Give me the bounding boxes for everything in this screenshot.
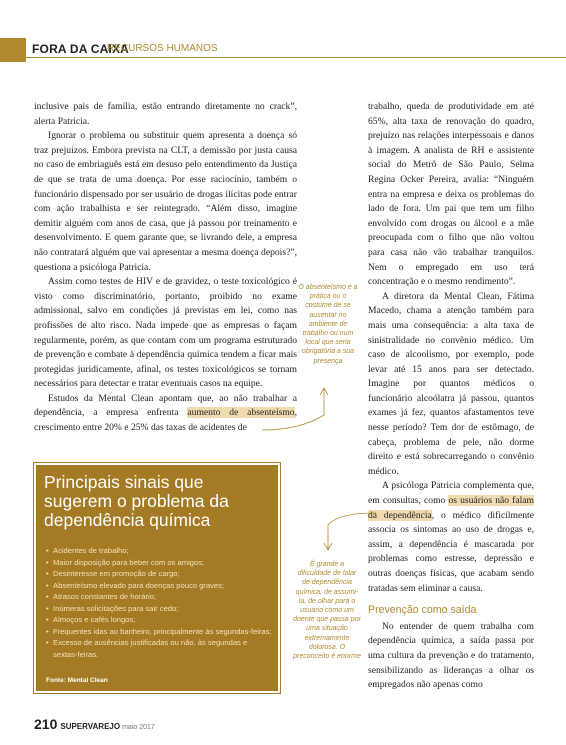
list-item: • Desinteresse em promoção de cargo; xyxy=(46,568,272,580)
body-paragraph xyxy=(368,479,534,596)
body-paragraph: A diretora da Mental Clean, Fátima Macedo, chama a atenção também para mais uma consequência: a alta taxa de sinistralidade no convênio médico. Um caso de alcoolismo, por exemplo, pode levar até 15 anos para ser detectado. Imagine por quantos médicos o funcionário alcoólatra já passou, quantos exames já fez, quantos afastamentos teve nesse período? Tem dor de estômago, de cabeça, problema de pele, não dorme direito e está sobrecarregando o convênio médico. xyxy=(368,290,534,477)
pull-quote-prejudice: É grande a dificuldade de falar de dependência química, de assumi-la, de olhar para o usuário como um doente que passa por uma situação extremamente dolorosa. O preconceito é enorme xyxy=(293,561,361,661)
body-paragraph: No entender de quem trabalha com dependência química, a saída passa por uma cultura da prevenção e do tratamento, sensibilizando as lideranças a olhar os empregados não apenas como xyxy=(368,620,534,691)
header-rule xyxy=(26,57,566,58)
list-item: • Absenteísmo elevado para doenças pouco graves; xyxy=(46,580,272,592)
subsection-title: RECURSOS HUMANOS xyxy=(107,43,218,54)
list-item: • Almoços e cafés longos; xyxy=(46,614,272,626)
subheading: Prevenção como saída xyxy=(368,604,477,617)
text-run: Estudos da Mental Clean apontam que, ao não trabalhar a dependência, a empresa enfrenta xyxy=(34,392,297,419)
list-item: • Acidentes de trabalho; xyxy=(46,545,272,557)
list-item: • Maior disposição para beber com os amigos; xyxy=(46,557,272,569)
text-run: , crescimento entre 20% e 25% das taxas de acidentes de xyxy=(34,407,298,434)
text-run: A psicóloga Patricia complementa que, em consultas, como xyxy=(368,480,534,507)
source-credit: Fonte: Mental Clean xyxy=(46,677,108,684)
text-run: , o médico dificilmente associa os sintomas ao uso de drogas e, assim, a dependência é mascarada por problemas como estresse, depressão e outras doenças físicas, que acabam sendo tratadas sem eliminar a causa. xyxy=(368,509,534,594)
pull-quote-absenteeism: O absenteísmo é a prática ou o costume de se ausentar no ambiente de trabalho ou num local que seria obrigatória a sua presença xyxy=(298,284,358,365)
page-footer xyxy=(34,716,155,734)
body-paragraph xyxy=(34,392,297,436)
body-paragraph: inclusive pais de família, estão entrando diretamente no crack”, alerta Patricia. xyxy=(34,101,297,127)
body-paragraph: Assim como testes de HIV e de gravidez, o teste toxicológico é visto como discriminatório, portanto, proibido no exame admissional, salvo em condições já previstas em lei, como nas profissões de alto risco. Nada impede que as empresas o façam regularmente, porém, as que contam com um programa estruturado de prevenção e combate à dependência química tendem a ficar mais protegidas juridicamente, afinal, os testes toxicológicos se tornam necessários para detectar e tratar eventuais casos na equipe. xyxy=(34,276,297,390)
left-column xyxy=(34,100,297,436)
page-number: 210 xyxy=(34,716,58,732)
highlighted-phrase: aumento de absenteísmo xyxy=(187,407,295,419)
list-item: • Excesso de ausências justificadas ou não, às segundas e sextas-feiras. xyxy=(46,637,272,660)
list-item: • Frequentes idas ao banheiro, principalmente às segundas-feiras; xyxy=(46,626,272,638)
header-accent-bar xyxy=(0,38,26,62)
sidebar-box xyxy=(34,463,280,693)
connector-arrow-absenteeism xyxy=(260,385,330,435)
highlighted-phrase: os usuários não falam da dependência xyxy=(368,495,534,521)
magazine-name: SUPERVAREJO xyxy=(60,722,121,731)
right-column xyxy=(368,100,534,693)
connector-arrow-dependence xyxy=(318,503,378,553)
section-header xyxy=(0,38,566,62)
body-paragraph: trabalho, queda de produtividade em até 65%, alta taxa de renovação do quadro, prejuízo nas relações interpessoais e danos à imagem. A analista de RH e assistente social do Metrô de São Paulo, Selma Regina Ocker Pereira, avalia: “Ninguém entra na empresa e deixa os problemas do lado de fora. Um pai que tem um filho envolvido com drogas ou álcool e a mãe preocupada com o filho que não voltou para casa não vão trabalhar tranquilos. Nem o empregado em uso terá concentração e o mesmo rendimento”. xyxy=(368,101,534,288)
signs-list xyxy=(46,545,272,660)
list-item: • Inúmeras solicitações para sair cedo; xyxy=(46,603,272,615)
sidebar-title: Principais sinais que sugerem o problema da dependência química xyxy=(44,472,229,530)
issue-date: maio 2017 xyxy=(122,724,155,731)
body-paragraph: Ignorar o problema ou substituir quem apresenta a doença só traz prejuízos. Embora prevista na CLT, a demissão por justa causa no caso de embriaguês está em desuso pelo entendimento da Justiça de que se trata de uma doença. Por esse raciocínio, também o funcionário dispensado por ser usuário de drogas ilícitas pode entrar com ação trabalhista e ser reintegrado. “Além disso, imagine demitir alguém com anos de casa, que já passou por treinamento e desenvolvimento. E quem garante que, se livrando dele, a empresa não contratará alguém que vai apresentar a mesma doença depois?”, questiona a psicóloga Patricia. xyxy=(34,130,297,273)
list-item: • Atrasos constantes de horário; xyxy=(46,591,272,603)
section-title: FORA DA CAIXA xyxy=(32,42,130,56)
